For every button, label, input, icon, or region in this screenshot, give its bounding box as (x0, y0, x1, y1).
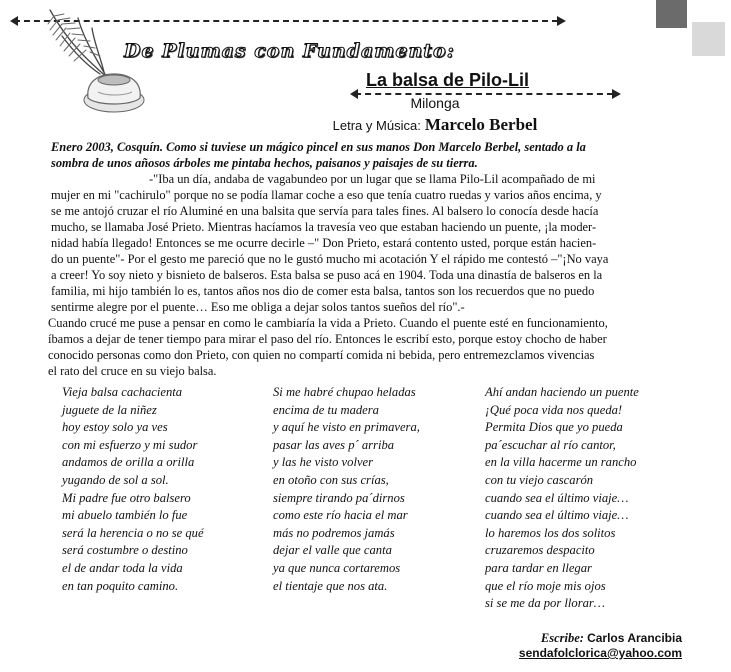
signature-email[interactable]: sendafolclorica@yahoo.com (518, 646, 682, 660)
verse-line: si se me da por llorar… (485, 596, 605, 611)
top-rule-right-arrow (557, 16, 566, 26)
song-title: La balsa de Pilo-Lil (365, 70, 530, 90)
verse-line: siempre tirando pa´dirnos (273, 490, 405, 505)
credit-name: Marcelo Berbel (424, 115, 538, 134)
story-closing-line: conocido personas como don Prieto, con quien no compartí comida ni bebida, pero entremezclamos vivencias (48, 348, 595, 362)
verse-line: será la herencia o no se qué (62, 525, 204, 540)
verse-line: Vieja balsa cachacienta (62, 385, 183, 399)
story-line: mujer en mi "cachirulo" porque no se podía llamar coche a eso que tenía cuatro ruedas y varios años encima, y (51, 188, 602, 202)
story-line: sentirme alegre por el puente… Eso me obliga a dejar solos tantos sueños del río".- (51, 300, 465, 314)
verse-line: pa´escuchar al río cantor, (485, 437, 616, 452)
verse-line: y aquí he visto en primavera, (273, 420, 420, 435)
story-closing-line: el rato del cruce en su viejo balsa. (48, 364, 217, 378)
verse-column-2 (273, 384, 420, 595)
verse-line: más no podremos jamás (273, 525, 395, 540)
signature-name: Carlos Arancibia (587, 631, 682, 645)
verse-column-3 (485, 384, 639, 613)
story-closing-line: Cuando crucé me puse a pensar en como le cambiaría la vida a Prieto. Cuando el puente esté en funcionamiento, (48, 316, 608, 330)
verse-line: yugando de sol a sol. (62, 472, 169, 487)
verse-line: en tan poquito camino. (62, 578, 179, 593)
verse-line: Si me habré chupao heladas (273, 385, 416, 399)
verse-line: con tu viejo cascarón (485, 472, 594, 487)
story-line: do un puente"- Por el gesto me pareció que no le gustó mucho mi acotación Y el rápido me contestó –"¡No vaya (51, 252, 609, 266)
title-rule-right-arrow (612, 89, 621, 99)
verse-line: cuando sea el último viaje… (485, 490, 629, 505)
story-intro-line: Enero 2003, Cosquín. Como si tuviese un mágico pincel en sus manos Don Marcelo Berbel, sentado a la (51, 140, 586, 154)
verse-line: Mi padre fue otro balsero (62, 490, 191, 505)
story-line: mucho, se llamaba José Prieto. Mientras hacíamos la travesía veo que estaban haciendo un puente, ¡la moder- (51, 220, 597, 234)
verse-line: cuando sea el último viaje… (485, 508, 629, 523)
story-line: familia, mi hijo también lo es, tantos años nos dio de comer esta balsa, tantos son los recuerdos que no puedo (51, 284, 595, 298)
section-heading: De Plumas con Fundamento: (124, 40, 455, 62)
verse-line: pasar las aves p´ arriba (273, 437, 395, 452)
story-line: se me antojó cruzar el río Aluminé en una balsita que servía para tales fines. Al balsero lo conocía desde hacía (51, 204, 599, 218)
verse-column-1 (62, 384, 204, 595)
verse-line: dejar el valle que canta (273, 543, 392, 558)
verse-line: en otoño con sus crías, (273, 472, 389, 487)
story-intro-line: sombra de unos añosos árboles me pintaba hechos, paisanos y paisajes de su tierra. (51, 156, 478, 170)
verse-line: será costumbre o destino (62, 543, 188, 558)
verse-line: y las he visto volver (273, 455, 374, 470)
corner-tab-dark (656, 0, 687, 28)
story-line: nidad había llegado! Entonces se me ocurre decirle –" Don Prieto, estará contento usted, porque están hacien- (51, 236, 597, 250)
song-credit (300, 115, 570, 135)
corner-tab-light (692, 22, 725, 56)
verse-line: en la villa hacerme un rancho (485, 455, 637, 470)
verse-line: andamos de orilla a orilla (62, 455, 195, 470)
story-closing-line: íbamos a dejar de tener tiempo para mirar el paso del río. Entonces le escribí esto, porque estoy chocho de haber (48, 332, 607, 346)
story-quote-start: -"Iba un día, andaba de vagabundeo por un lugar que se llama Pilo-Lil acompañado de mi (149, 172, 596, 186)
verse-line: mi abuelo también lo fue (62, 508, 188, 523)
verse-line: ya que nunca cortaremos (273, 560, 401, 575)
verse-line: Ahí andan haciendo un puente (485, 385, 639, 399)
verse-line: lo haremos los dos solitos (485, 525, 616, 540)
verse-line: el tientaje que nos ata. (273, 578, 388, 593)
song-genre: Milonga (410, 95, 460, 111)
author-signature (519, 631, 682, 661)
verse-line: cruzaremos despacito (485, 543, 595, 558)
verse-line: que el río moje mis ojos (485, 578, 606, 593)
verse-line: como este río hacia el mar (273, 508, 408, 523)
credit-label: Letra y Música: (332, 118, 421, 133)
verse-line: encima de tu madera (273, 402, 379, 417)
signature-label: Escribe: (540, 631, 584, 645)
verse-line: Permita Dios que yo pueda (485, 420, 623, 435)
feather-inkwell-logo (40, 6, 152, 118)
verse-line: ¡Qué poca vida nos queda! (485, 402, 623, 417)
title-dashed-rule (355, 93, 613, 95)
verse-line: para tardar en llegar (485, 560, 592, 575)
verse-line: hoy estoy solo ya ves (62, 420, 168, 435)
verse-line: juguete de la niñez (62, 402, 157, 417)
story-line: a creer! Yo soy nieto y bisnieto de balseros. Esta balsa se puso acá en 1904. Toda una dinastía de balseros en la (51, 268, 603, 282)
story-text (48, 139, 691, 379)
verse-line: con mi esfuerzo y mi sudor (62, 437, 198, 452)
verse-line: el de andar toda la vida (62, 560, 183, 575)
